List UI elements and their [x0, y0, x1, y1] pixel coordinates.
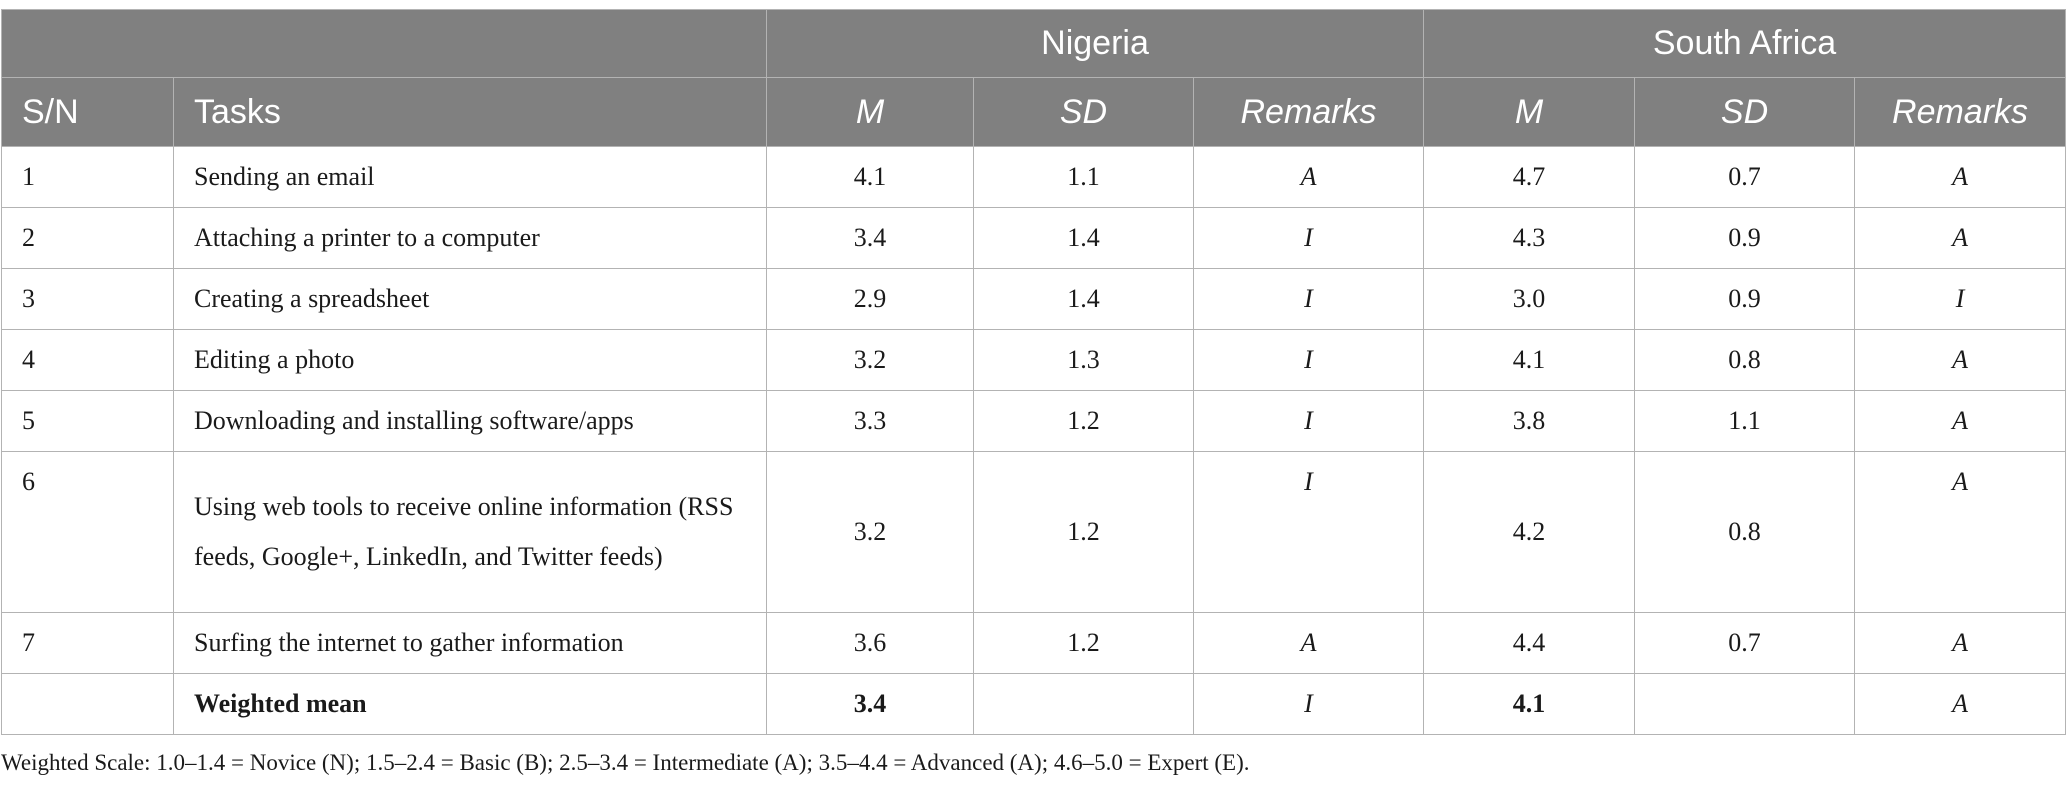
cell-south-africa-m: 3.8 [1424, 391, 1635, 452]
cell-sn: 1 [2, 147, 174, 208]
group-header-nigeria: Nigeria [767, 10, 1424, 78]
cell-nigeria-weighted-m: 3.4 [767, 674, 974, 735]
cell-nigeria-m: 3.2 [767, 330, 974, 391]
col-header-south-africa-sd: SD [1635, 78, 1855, 147]
data-table-container [1, 9, 2065, 735]
cell-nigeria-sd: 1.4 [974, 208, 1194, 269]
cell-nigeria-weighted-sd-empty [974, 674, 1194, 735]
empty-header-cell [2, 10, 767, 78]
table-row [2, 147, 2066, 208]
cell-nigeria-sd: 1.2 [974, 452, 1194, 613]
cell-south-africa-weighted-remarks: A [1855, 674, 2066, 735]
table-row [2, 269, 2066, 330]
cell-nigeria-m: 3.6 [767, 613, 974, 674]
col-header-nigeria-remarks: Remarks [1194, 78, 1424, 147]
cell-nigeria-sd: 1.1 [974, 147, 1194, 208]
cell-nigeria-m: 4.1 [767, 147, 974, 208]
table-header [2, 10, 2066, 147]
cell-sn: 6 [2, 452, 174, 613]
table-row [2, 208, 2066, 269]
cell-south-africa-remarks: I [1855, 269, 2066, 330]
cell-nigeria-m: 3.2 [767, 452, 974, 613]
cell-south-africa-sd: 1.1 [1635, 391, 1855, 452]
cell-sn: 4 [2, 330, 174, 391]
cell-task: Sending an email [174, 147, 767, 208]
column-header-row [2, 78, 2066, 147]
cell-nigeria-remarks: I [1194, 452, 1424, 613]
cell-south-africa-sd: 0.8 [1635, 452, 1855, 613]
cell-nigeria-remarks: I [1194, 269, 1424, 330]
cell-task: Using web tools to receive online information (RSS feeds, Google+, LinkedIn, and Twitter feeds) [174, 452, 767, 613]
cell-south-africa-remarks: A [1855, 330, 2066, 391]
cell-nigeria-m: 3.3 [767, 391, 974, 452]
group-header-south-africa: South Africa [1424, 10, 2066, 78]
cell-task: Surfing the internet to gather information [174, 613, 767, 674]
competency-table [1, 9, 2066, 735]
cell-nigeria-remarks: A [1194, 613, 1424, 674]
cell-south-africa-m: 4.7 [1424, 147, 1635, 208]
col-header-south-africa-remarks: Remarks [1855, 78, 2066, 147]
cell-nigeria-sd: 1.2 [974, 391, 1194, 452]
cell-nigeria-m: 2.9 [767, 269, 974, 330]
cell-south-africa-sd: 0.8 [1635, 330, 1855, 391]
table-footnote: Weighted Scale: 1.0–1.4 = Novice (N); 1.5–2.4 = Basic (B); 2.5–3.4 = Intermediate (A); 3.5–4.4 = Advanced (A); 4.6–5.0 = Expert (E). [1, 750, 1250, 775]
cell-nigeria-m: 3.4 [767, 208, 974, 269]
col-header-nigeria-m: M [767, 78, 974, 147]
cell-south-africa-m: 4.2 [1424, 452, 1635, 613]
table-row [2, 613, 2066, 674]
cell-sn-empty [2, 674, 174, 735]
cell-south-africa-sd: 0.7 [1635, 613, 1855, 674]
cell-nigeria-weighted-remarks: I [1194, 674, 1424, 735]
cell-south-africa-m: 4.4 [1424, 613, 1635, 674]
cell-nigeria-remarks: A [1194, 147, 1424, 208]
cell-sn: 5 [2, 391, 174, 452]
cell-south-africa-remarks: A [1855, 391, 2066, 452]
cell-nigeria-sd: 1.3 [974, 330, 1194, 391]
cell-south-africa-remarks: A [1855, 208, 2066, 269]
cell-south-africa-weighted-m: 4.1 [1424, 674, 1635, 735]
cell-south-africa-m: 4.3 [1424, 208, 1635, 269]
col-header-nigeria-sd: SD [974, 78, 1194, 147]
col-header-south-africa-m: M [1424, 78, 1635, 147]
cell-south-africa-remarks: A [1855, 452, 2066, 613]
cell-south-africa-m: 4.1 [1424, 330, 1635, 391]
group-header-row [2, 10, 2066, 78]
cell-task: Creating a spreadsheet [174, 269, 767, 330]
cell-sn: 2 [2, 208, 174, 269]
col-header-sn: S/N [2, 78, 174, 147]
table-row [2, 330, 2066, 391]
cell-nigeria-sd: 1.2 [974, 613, 1194, 674]
cell-task: Attaching a printer to a computer [174, 208, 767, 269]
cell-south-africa-sd: 0.7 [1635, 147, 1855, 208]
table-body [2, 147, 2066, 735]
cell-task: Downloading and installing software/apps [174, 391, 767, 452]
cell-nigeria-sd: 1.4 [974, 269, 1194, 330]
cell-south-africa-remarks: A [1855, 613, 2066, 674]
cell-task: Editing a photo [174, 330, 767, 391]
cell-south-africa-m: 3.0 [1424, 269, 1635, 330]
cell-sn: 3 [2, 269, 174, 330]
table-row [2, 391, 2066, 452]
cell-nigeria-remarks: I [1194, 330, 1424, 391]
cell-sn: 7 [2, 613, 174, 674]
cell-south-africa-weighted-sd-empty [1635, 674, 1855, 735]
cell-south-africa-remarks: A [1855, 147, 2066, 208]
cell-weighted-mean-label: Weighted mean [174, 674, 767, 735]
cell-nigeria-remarks: I [1194, 208, 1424, 269]
cell-south-africa-sd: 0.9 [1635, 269, 1855, 330]
cell-south-africa-sd: 0.9 [1635, 208, 1855, 269]
col-header-tasks: Tasks [174, 78, 767, 147]
table-row [2, 452, 2066, 613]
cell-nigeria-remarks: I [1194, 391, 1424, 452]
weighted-mean-row [2, 674, 2066, 735]
